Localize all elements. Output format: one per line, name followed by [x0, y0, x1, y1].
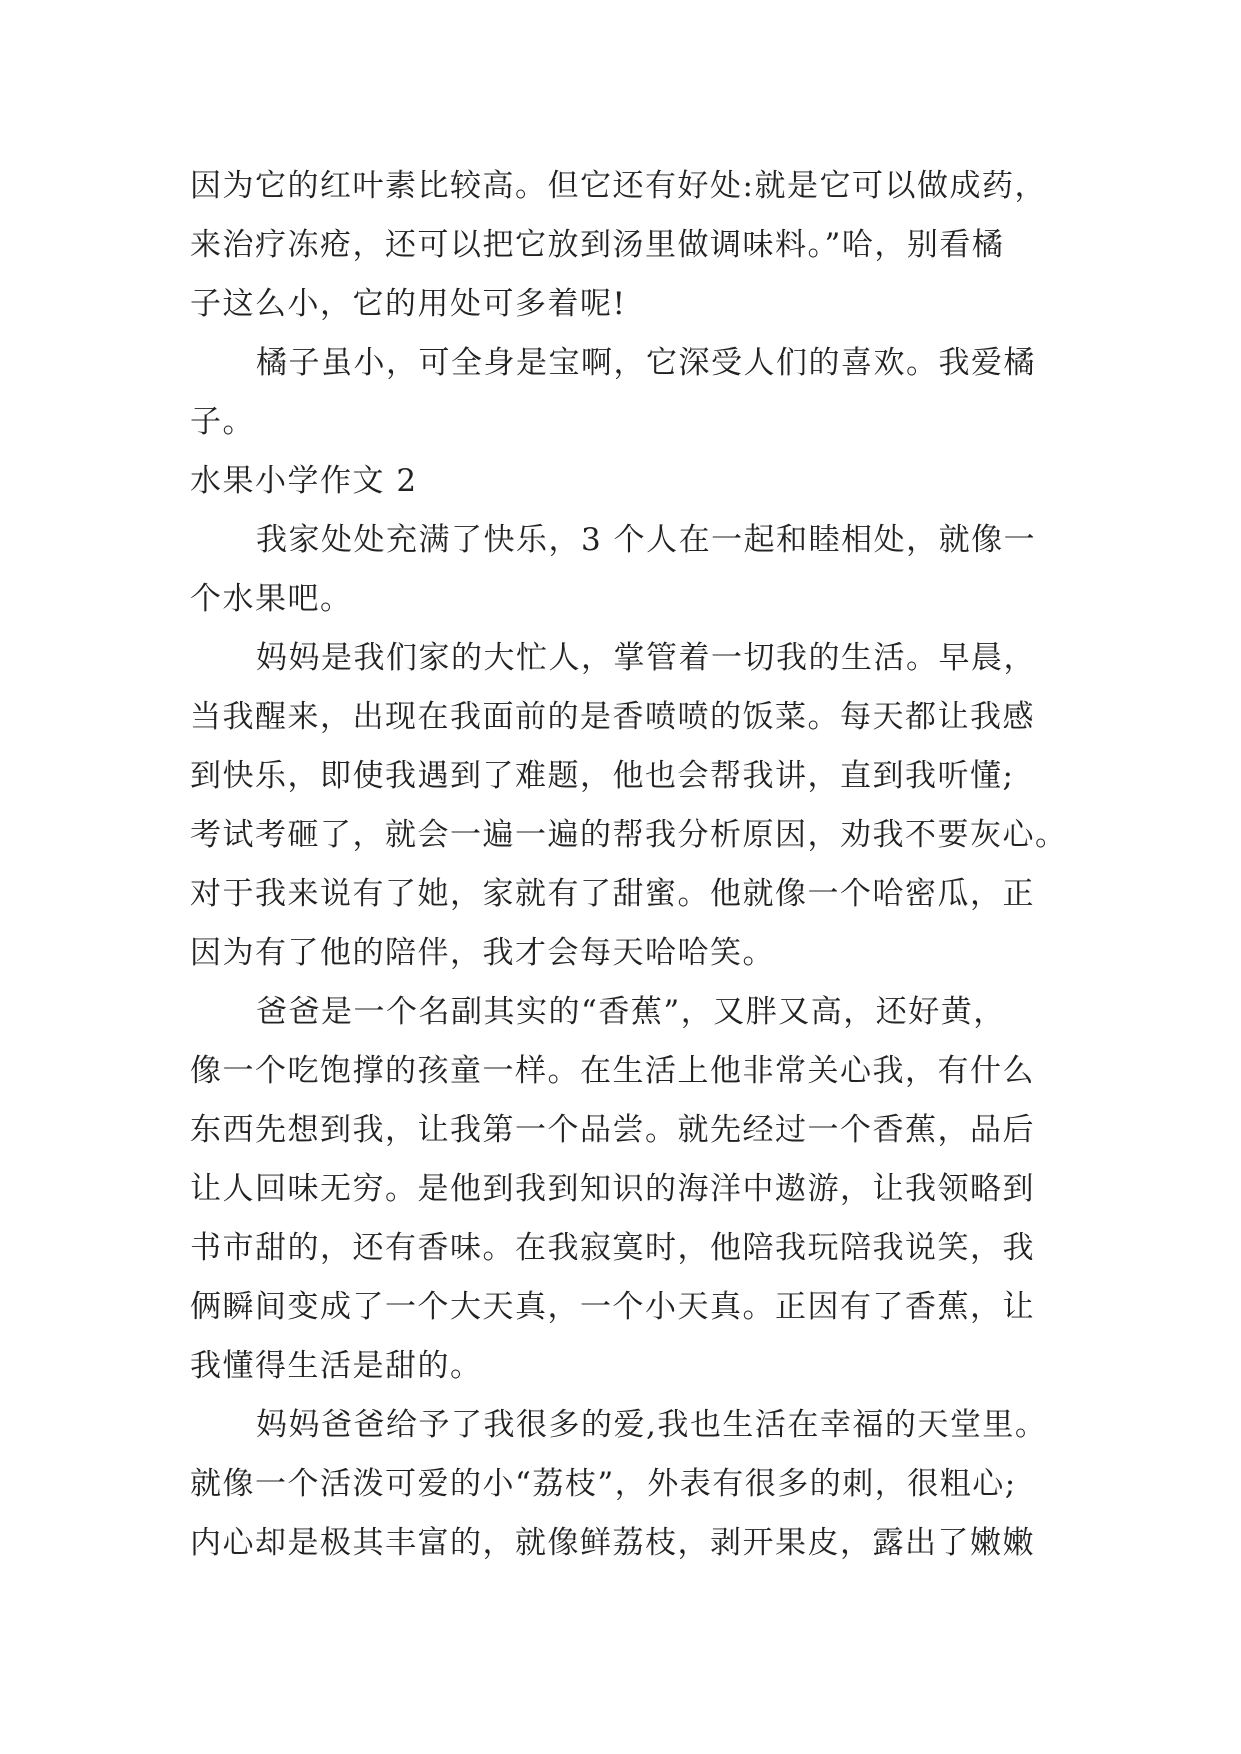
- text-line: 我懂得生活是甜的。: [190, 1348, 483, 1384]
- text-line: 内心却是极其丰富的，就像鲜荔枝，剥开果皮，露出了嫩嫩: [190, 1525, 1035, 1561]
- text-line: 俩瞬间变成了一个大天真，一个小天真。正因有了香蕉，让: [190, 1289, 1035, 1325]
- text-line: 当我醒来，出现在我面前的是香喷喷的饭菜。每天都让我感: [190, 699, 1035, 735]
- paragraph-start-line: 我家处处充满了快乐，3 个人在一起和睦相处，就像一: [256, 522, 1037, 558]
- document-body: [190, 157, 1068, 1573]
- text-line: 来治疗冻疮，还可以把它放到汤里做调味料。”哈，别看橘: [190, 227, 1005, 263]
- text-line: 对于我来说有了她，家就有了甜蜜。他就像一个哈密瓜，正: [190, 876, 1035, 912]
- text-line: 东西先想到我，让我第一个品尝。就先经过一个香蕉，品后: [190, 1112, 1035, 1148]
- text-line: 个水果吧。: [190, 581, 353, 617]
- text-line: 子这么小，它的用处可多着呢!: [190, 286, 627, 322]
- text-line: 考试考砸了，就会一遍一遍的帮我分析原因，劝我不要灰心。: [190, 817, 1068, 853]
- section-heading: 水果小学作文 2: [190, 463, 418, 499]
- paragraph-start-line: 爸爸是一个名副其实的“香蕉”，又胖又高，还好黄，: [256, 994, 1006, 1030]
- text-line: 到快乐，即使我遇到了难题，他也会帮我讲，直到我听懂;: [190, 758, 1015, 794]
- text-line: 子。: [190, 404, 255, 440]
- text-line: 就像一个活泼可爱的小“荔枝”，外表有很多的刺，很粗心;: [190, 1466, 1017, 1502]
- text-line: 因为它的红叶素比较高。但它还有好处:就是它可以做成药，: [190, 168, 1047, 204]
- text-line: 让人回味无穷。是他到我到知识的海洋中遨游，让我领略到: [190, 1171, 1035, 1207]
- text-line: 因为有了他的陪伴，我才会每天哈哈笑。: [190, 935, 775, 971]
- text-line: 像一个吃饱撑的孩童一样。在生活上他非常关心我，有什么: [190, 1053, 1035, 1089]
- paragraph-start-line: 妈妈是我们家的大忙人，掌管着一切我的生活。早晨，: [256, 640, 1036, 676]
- paragraph-start-line: 妈妈爸爸给予了我很多的爱,我也生活在幸福的天堂里。: [256, 1407, 1048, 1443]
- text-line: 书市甜的，还有香味。在我寂寞时，他陪我玩陪我说笑，我: [190, 1230, 1035, 1266]
- paragraph-start-line: 橘子虽小，可全身是宝啊，它深受人们的喜欢。我爱橘: [256, 345, 1036, 381]
